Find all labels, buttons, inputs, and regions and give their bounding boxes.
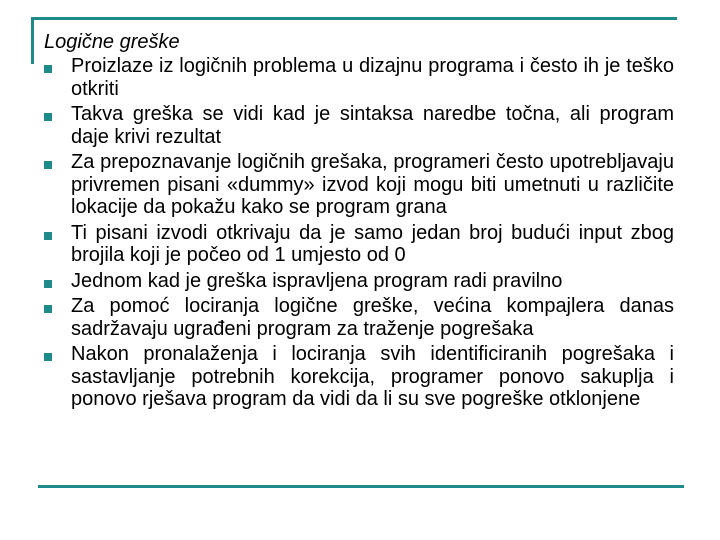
frame-bottom-line <box>38 485 684 488</box>
square-bullet-icon <box>44 280 52 288</box>
square-bullet-icon <box>44 232 52 240</box>
bullet-item <box>44 55 674 100</box>
square-bullet-icon <box>44 353 52 361</box>
square-bullet-icon <box>44 161 52 169</box>
bullet-item <box>44 151 674 219</box>
square-bullet-icon <box>44 305 52 313</box>
bullet-item <box>44 103 674 148</box>
bullet-text: Jednom kad je greška ispravljena program radi pravilno <box>71 269 563 292</box>
bullet-item <box>44 222 674 267</box>
bullet-item <box>44 343 674 411</box>
square-bullet-icon <box>44 65 52 73</box>
bullet-item <box>44 295 674 340</box>
frame-top-line <box>31 17 677 20</box>
bullet-text: Takva greška se vidi kad je sintaksa naredbe točna, ali program daje krivi rezultat <box>71 103 674 148</box>
bullet-item <box>44 270 674 293</box>
slide-title: Logične greške <box>44 31 180 53</box>
bullet-text: Za prepoznavanje logičnih grešaka, programeri često upotrebljavaju privremen pisani «dummy» izvod koji mogu biti umetnuti u različite lokacije da pokažu kako se program grana <box>71 151 674 218</box>
bullet-text: Ti pisani izvodi otkrivaju da je samo jedan broj budući input zbog brojila koji je počeo od 1 umjesto od 0 <box>71 221 674 266</box>
bullet-list <box>44 55 674 411</box>
slide-content <box>44 29 674 414</box>
frame-left-line <box>31 17 34 64</box>
bullet-text: Za pomoć lociranja logične greške, većina kompajlera danas sadržavaju ugrađeni program za traženje pogrešaka <box>71 295 674 340</box>
bullet-text: Nakon pronalaženja i lociranja svih identificiranih pogrešaka i sastavljanje potrebnih korekcija, programer ponovo sakuplja i ponovo rješava program da vidi da li su sve pogreške otklonjene <box>71 343 674 410</box>
bullet-text: Proizlaze iz logičnih problema u dizajnu programa i često ih je teško otkriti <box>71 55 674 100</box>
square-bullet-icon <box>44 113 52 121</box>
